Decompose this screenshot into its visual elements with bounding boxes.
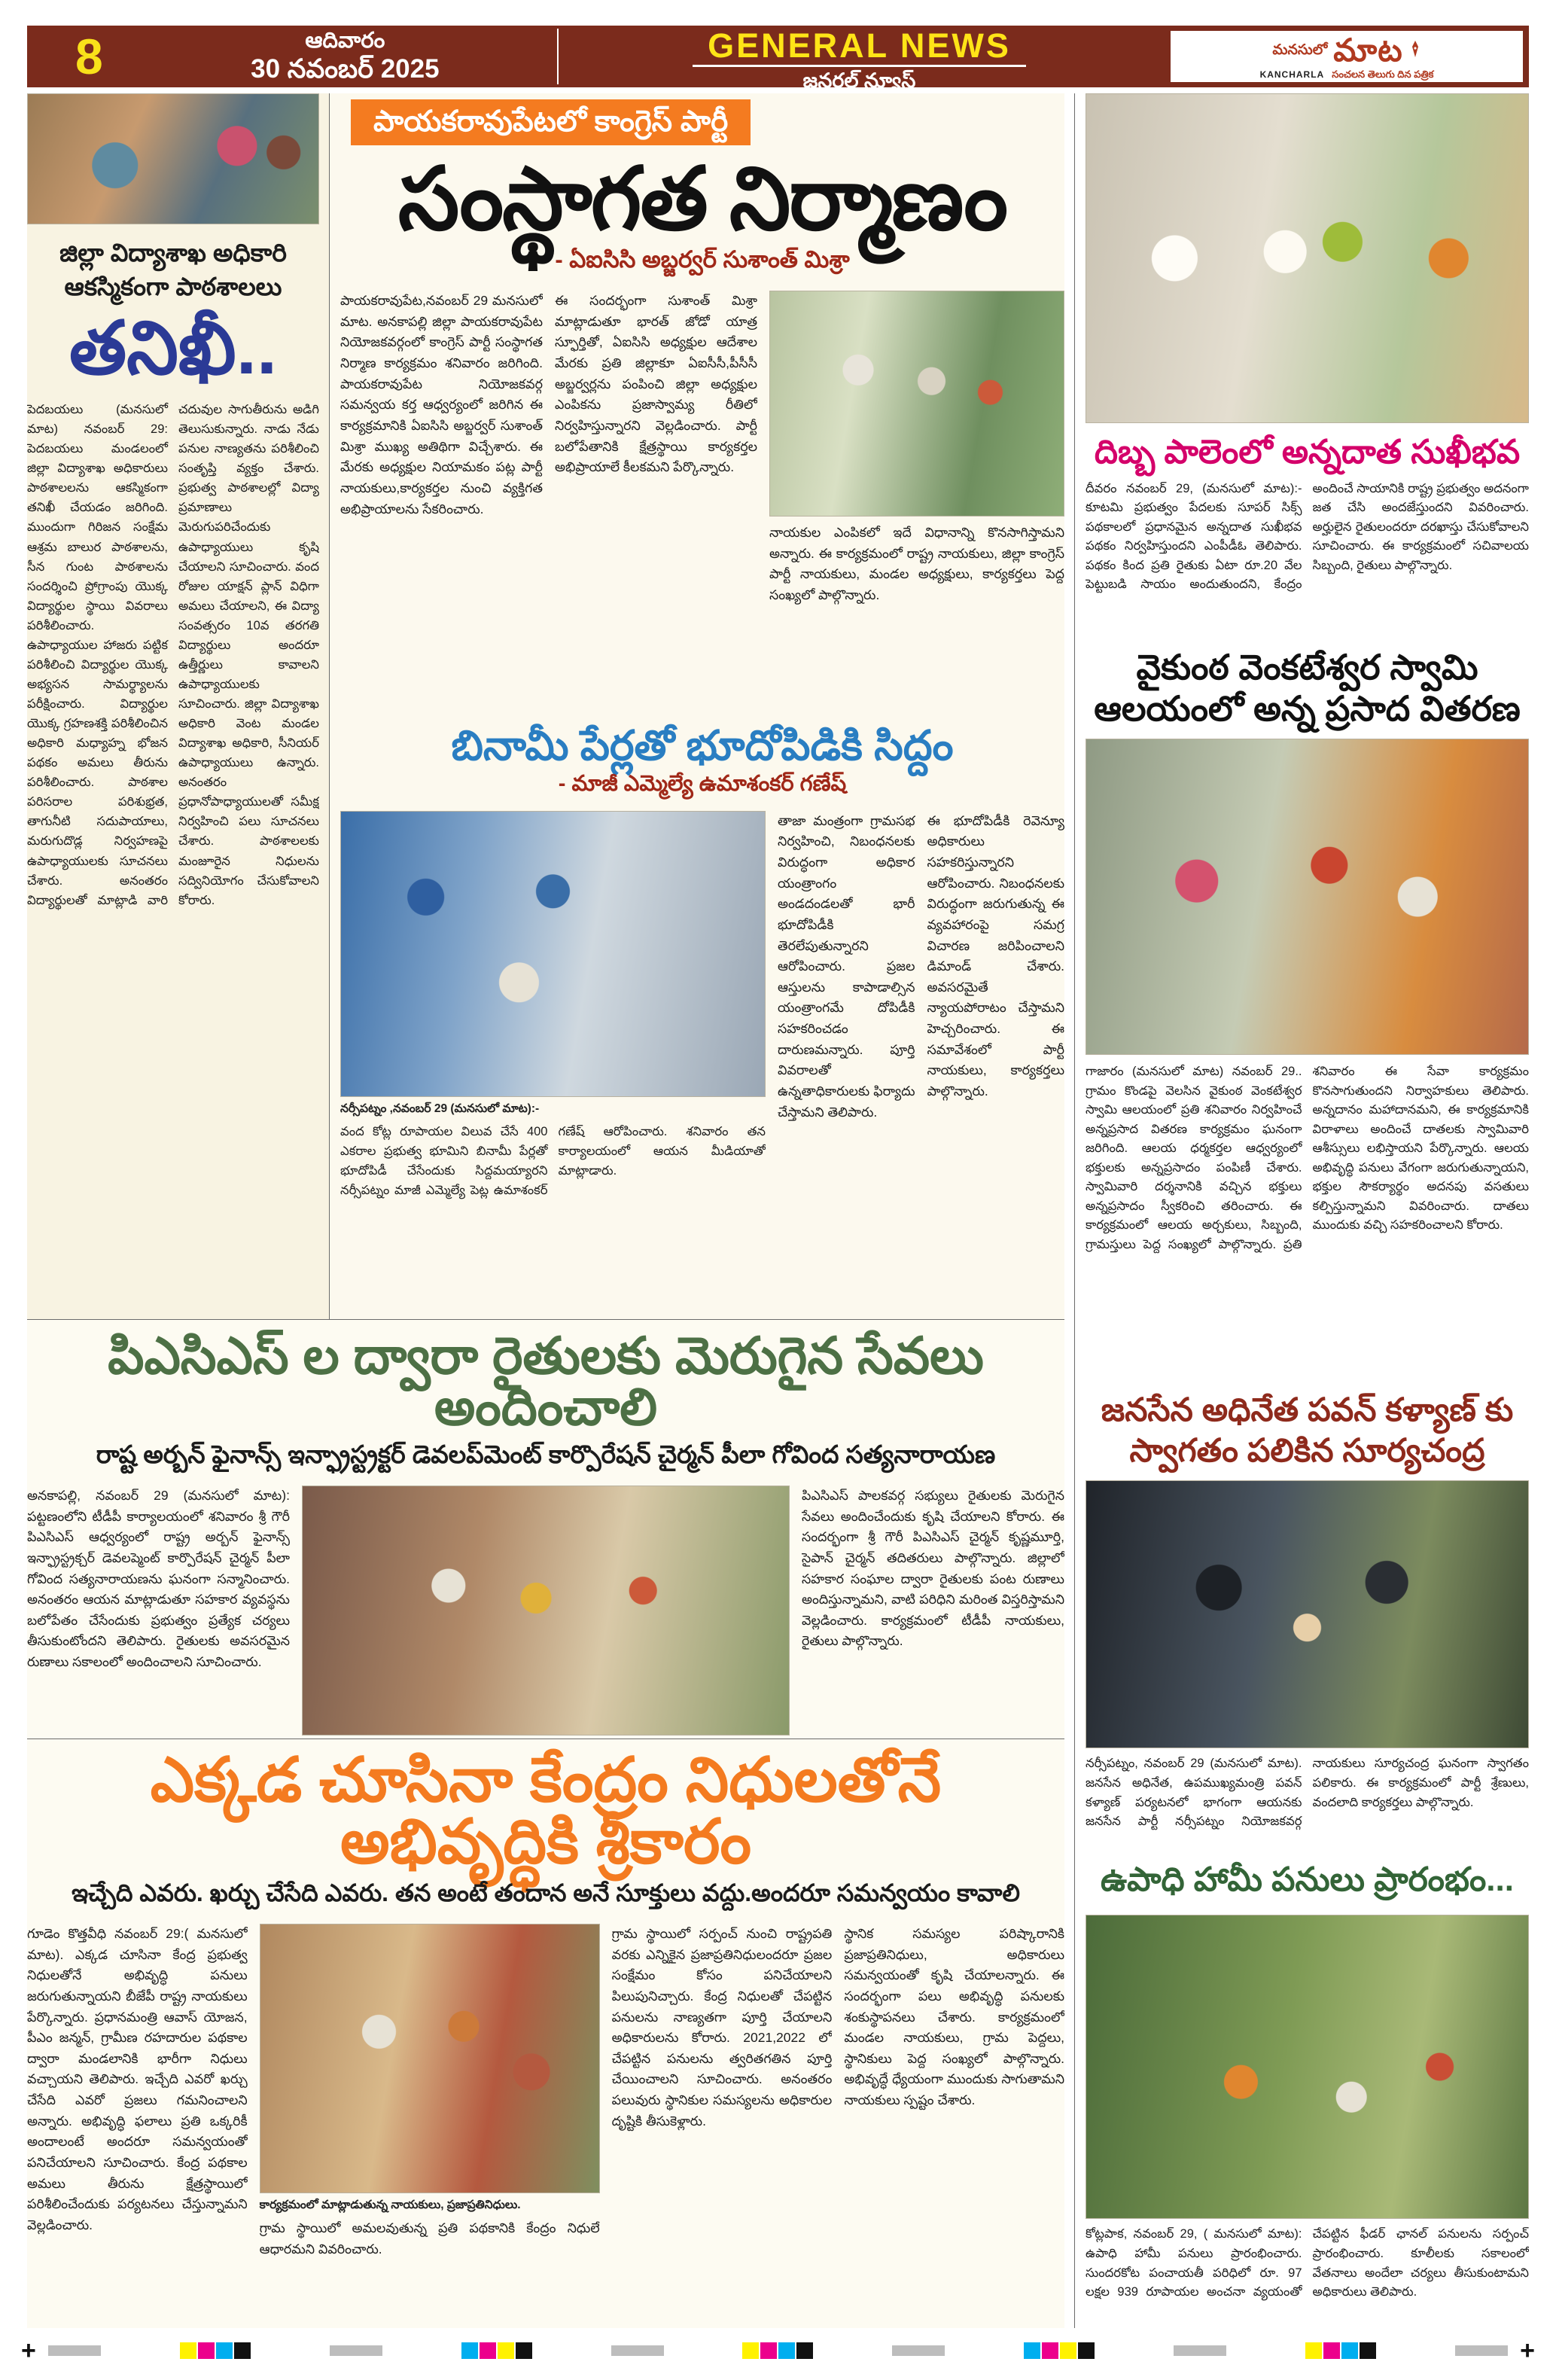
congress-body-col2: ఈ సందర్భంగా సుశాంత్ మిశ్రా మాట్లాడుతూ భారత్ జోడో యాత్ర స్ఫూర్తితో, ఏఐసిసి అధ్యక్షుల ఆదేశాల మేరకు ప్రతి జిల్లాకూ ఏఐసీసీ,పీసీసీ అబ్జర్వర్లను పంపించి జిల్లా అధ్యక్షుల ఎంపికను ప్రజాస్వామ్య రీతిలో నిర్వహిస్తున్నారని వెల్లడించారు. పార్టీ బలోపేతానికి క్షేత్రస్థాయి కార్యకర్తల అభిప్రాయాలే కీలకమని పేర్కొన్నారు. bbox=[555, 293, 757, 475]
inspection-headline: తనిఖీ.. bbox=[69, 306, 278, 390]
masthead-band bbox=[27, 26, 1529, 93]
calibration-cluster bbox=[1455, 2345, 1508, 2356]
calibration-cluster bbox=[180, 2342, 251, 2359]
photo-prasadam-distribution bbox=[1086, 739, 1529, 1055]
logo-tagline-top: మనసులో bbox=[1272, 42, 1328, 58]
calibration-cluster bbox=[611, 2345, 664, 2356]
calibration-cluster bbox=[1024, 2342, 1095, 2359]
crop-mark-right: + bbox=[1520, 2336, 1535, 2365]
calibration-cluster bbox=[1305, 2342, 1376, 2359]
photo-school-children bbox=[27, 93, 319, 224]
congress-body-col3: నాయకుల ఎంపికలో ఇదే విధానాన్ని కొనసాగిస్తామని అన్నారు. ఈ కార్యక్రమంలో రాష్ట్ర నాయకులు, జిల్లా కాంగ్రెస్ పార్టీ నాయకులు, మండల అధ్యక్షులు, కార్యకర్తలు పెద్ద సంఖ్యలో పాల్గొన్నారు. bbox=[769, 525, 1064, 603]
vaikunta-headline: వైకుంఠ వెంకటేశ్వర స్వామి ఆలయంలో అన్న ప్రసాద వితరణ bbox=[1094, 647, 1521, 728]
kendram-body-mid: గ్రామ స్థాయిలో అమలవుతున్న ప్రతి పథకానికి కేంద్రం నిధులే ఆధారమని వివరించారు. bbox=[259, 2220, 600, 2257]
calibration-cluster bbox=[330, 2345, 382, 2356]
photo-pacs-felicitation bbox=[302, 1486, 790, 1735]
calibration-cluster bbox=[461, 2342, 532, 2359]
article-kendram bbox=[27, 1739, 1064, 2328]
section-title-block bbox=[559, 26, 1160, 93]
pacs-body-left: అనకాపల్లి, నవంబర్ 29 (మనసులో మాట): పట్టణంలోని టీడీపీ కార్యాలయంలో శనివారం శ్రీ గౌరీ పిఎసిఎస్ ఆధ్వర్యంలో రాష్ట్ర అర్బన్ ఫైనాన్స్ ఇన్ఫ్రాస్ట్రక్చర్ డెవలప్మెంట్ కార్పొరేషన్ చైర్మన్ పీలా గోవింద సత్యనారాయణను ఘనంగా సన్మానించారు. అనంతరం ఆయన మాట్లాడుతూ సహకార వ్యవస్థను బలోపేతం చేసేందుకు ప్రభుత్వం ప్రత్యేక చర్యలు తీసుకుంటోందని తెలిపారు. రైతులకు అవసరమైన రుణాలు సకాలంలో అందించాలని సూచించారు. bbox=[27, 1488, 290, 1670]
vaikunta-body: గాజారం (మనసులో మాట) నవంబర్ 29.. గ్రామం కొండపై వెలసిన వైకుంఠ వెంకటేశ్వర స్వామి ఆలయంలో ప్రతి శనివారం నిర్వహించే అన్నప్రసాద వితరణ కార్యక్రమం ఘనంగా జరిగింది. ఆలయ ధర్మకర్తల ఆధ్వర్యంలో భక్తులకు అన్నప్రసాదం పంపిణీ చేశారు. స్వామివారి దర్శనానికి వచ్చిన భక్తులు అన్నప్రసాదం స్వీకరించి తరించారు. ఈ కార్యక్రమంలో ఆలయ అర్చకులు, సిబ్బంది, గ్రామస్తులు పెద్ద సంఖ్యలో పాల్గొన్నారు. ప్రతి శనివారం ఈ సేవా కార్యక్రమం కొనసాగుతుందని నిర్వాహకులు తెలిపారు. అన్నదానం మహాదానమని, ఈ కార్యక్రమానికి విరాళాలు అందించే దాతలకు స్వామివారి ఆశీస్సులు లభిస్తాయని పేర్కొన్నారు. ఆలయ అభివృద్ధి పనులు వేగంగా జరుగుతున్నాయని, భక్తుల సౌకర్యార్థం అదనపు వసతులు కల్పిస్తున్నామని వివరించారు. దాతలు ముందుకు వచ్చి సహకరించాలని కోరారు. bbox=[1086, 1064, 1529, 1252]
calibration-cluster bbox=[742, 2342, 813, 2359]
annadata-body: దీవరం నవంబర్ 29, (మనసులో మాట):- కూటమి ప్రభుత్వం పేదలకు సూపర్ సిక్స్ పథకాలలో ప్రధానమైన అన్నదాత సుఖీభవ పథకం నిర్వహిస్తుందని ఎంపీడీఓ తెలిపారు. పథకం కింద ప్రతి రైతుకు ఏటా రూ.20 వేల పెట్టుబడి సాయం అందుతుందని, కేంద్రం అందించే సాయానికి రాష్ట్ర ప్రభుత్వం అదనంగా జత చేసి అందజేస్తుందని వివరించారు. అర్హులైన రైతులందరూ దరఖాస్తు చేసుకోవాలని సూచించారు. ఈ కార్యక్రమంలో సచివాలయ సిబ్బంది, రైతులు పాల్గొన్నారు. bbox=[1086, 481, 1529, 592]
congress-kicker: పాయకరావుపేటలో కాంగ్రెస్ పార్టీ bbox=[351, 99, 751, 145]
newspaper-logo bbox=[1171, 31, 1523, 82]
article-pacs bbox=[27, 1319, 1064, 1739]
date-label: 30 నవంబర్ 2025 bbox=[251, 53, 440, 84]
calibration-cluster bbox=[892, 2345, 945, 2356]
photo-annadata-farmers bbox=[1086, 93, 1529, 423]
crop-mark-left: + bbox=[21, 2336, 36, 2365]
binami-body-col3: ఈ భూదోపిడీకి రెవెన్యూ అధికారులు సహకరిస్తున్నారని ఆరోపించారు. నిబంధనలకు విరుద్ధంగా జరుగుతున్న ఈ వ్యవహారంపై సమగ్ర విచారణ జరిపించాలని డిమాండ్ చేశారు. అవసరమైతే న్యాయపోరాటం చేస్తామని హెచ్చరించారు. ఈ సమావేశంలో పార్టీ నాయకులు, కార్యకర్తలు పాల్గొన్నారు. bbox=[927, 812, 1064, 1099]
logo-tagline-bottom: సంచలన తెలుగు దిన పత్రిక bbox=[1332, 68, 1434, 80]
photo-binami-pressmeet bbox=[340, 811, 766, 1097]
day-label: ఆదివారం bbox=[305, 29, 385, 53]
inspection-kicker: జిల్లా విద్యాశాఖ అధికారి ఆకస్మికంగా పాఠశాలలు bbox=[59, 239, 287, 300]
article-binami bbox=[340, 723, 1064, 1276]
pen-nib-icon bbox=[1409, 41, 1421, 60]
pawan-headline: జనసేన అధినేత పవన్ కళ్యాణ్ కు స్వాగతం పలికిన సూర్యచంద్ర bbox=[1101, 1391, 1514, 1469]
print-registration-strip bbox=[21, 2335, 1535, 2366]
calibration-cluster bbox=[1174, 2345, 1226, 2356]
pacs-headline: పిఎసిఎస్ ల ద్వారా రైతులకు మెరుగైన సేవలు అందించాలి bbox=[108, 1327, 984, 1436]
right-rail bbox=[1074, 93, 1529, 2328]
article-inspection bbox=[27, 93, 330, 1319]
kendram-subhead: ఇచ్చేది ఎవరు. ఖర్చు చేసేది ఎవరు. తన అంటే తందాన అనే సూక్తులు వద్దు.అందరూ సమన్వయం కావాలి bbox=[72, 1879, 1020, 1906]
binami-headline: బినామీ పేర్లతో భూదోపిడికి సిద్దం bbox=[451, 722, 954, 769]
photo-pawan-welcome bbox=[1086, 1480, 1529, 1748]
upadhi-headline: ఉపాధి హామీ పనులు ప్రారంభం... bbox=[1101, 1861, 1514, 1899]
date-block bbox=[133, 29, 557, 84]
upadhi-body: కోట్లపాక, నవంబర్ 29, ( మనసులో మాట): ఉపాధి హామీ పనులు ప్రారంభించారు. సుందరకోట పంచాయతీ పరిధిలో రూ. 97 లక్షల 939 రూపాయల అంచనా వ్యయంతో చేపట్టిన ఫీడర్ ఛానల్ పనులను సర్పంచ్ ప్రారంభించారు. కూలీలకు సకాలంలో వేతనాలు అందేలా చర్యలు తీసుకుంటామని అధికారులు తెలిపారు. bbox=[1086, 2227, 1529, 2299]
congress-body-col1: పాయకరావుపేట,నవంబర్ 29 మనసులో మాట. అనకాపల్లి జిల్లా పాయకరావుపేట నియోజకవర్గంలో కాంగ్రెస్ పార్టీ సంస్థాగత నిర్మాణ కార్యక్రమం శనివారం జరిగింది. పాయకరావుపేట నియోజకవర్గ సమన్వయ కర్త ఆధ్వర్యంలో జరిగిన ఈ కార్యక్రమానికి ఏఐసిసి అబ్జర్వర్ సుశాంత్ మిశ్రా ముఖ్య అతిథిగా విచ్చేశారు. ఈ మేరకు అధ్యక్షుల నియామకం పట్ల పార్టీ నాయకులు,కార్యకర్తల నుంచి వ్యక్తిగత అభిప్రాయాలను సేకరించారు. bbox=[340, 293, 543, 517]
kendram-body-col1: గూడెం కొత్తవీధి నవంబర్ 29:( మనసులో మాట). ఎక్కడ చూసినా కేంద్ర ప్రభుత్వ నిధులతోనే అభివృద్ధి పనులు జరుగుతున్నాయని బీజేపీ రాష్ట్ర నాయకులు పేర్కొన్నారు. ప్రధానమంత్రి ఆవాస్ యోజన, పీఎం జన్మన్, గ్రామీణ రహదారుల పథకాల ద్వారా మండలానికి భారీగా నిధులు వచ్చాయని తెలిపారు. ఇచ్చేది ఎవరో ఖర్చు చేసేది ఎవరో ప్రజలు గమనించాలని అన్నారు. అభివృద్ధి ఫలాలు ప్రతి ఒక్కరికీ అందాలంటే అందరూ సమన్వయంతో పనిచేయాలని సూచించారు. కేంద్ర పథకాల అమలు తీరును క్షేత్రస్థాయిలో పరిశీలించేందుకు పర్యటనలు చేస్తున్నామని వెల్లడించారు. bbox=[27, 1926, 248, 2232]
masthead-left bbox=[27, 26, 557, 87]
congress-byline: - ఏఐసిసి అబ్జర్వర్ సుశాంత్ మిశ్రా bbox=[555, 246, 850, 273]
pawan-body: నర్సీపట్నం, నవంబర్ 29 (మనసులో మాట). జనసేన అధినేత, ఉపముఖ్యమంత్రి పవన్ కళ్యాణ్ పర్యటనలో భాగంగా ఆయనకు జనసేన పార్టీ నర్సీపట్నం నియోజకవర్గ నాయకులు సూర్యచంద్ర ఘనంగా స్వాగతం పలికారు. ఈ కార్యక్రమంలో పార్టీ శ్రేణులు, వందలాది కార్యకర్తలు పాల్గొన్నారు. bbox=[1086, 1757, 1529, 1829]
photo-kendram-event bbox=[260, 1924, 600, 2193]
section-title-en: GENERAL NEWS bbox=[693, 28, 1026, 67]
binami-byline: - మాజీ ఎమ్మెల్యే ఉమాశంకర్ గణేష్ bbox=[558, 771, 847, 796]
section-title-te: జనరల్ న్యూస్ bbox=[802, 69, 916, 93]
pacs-body-right: పిఎసిఎస్ పాలకవర్గ సభ్యులు రైతులకు మెరుగైన సేవలు అందించేందుకు కృషి చేయాలని కోరారు. ఈ సందర్భంగా శ్రీ గౌరీ పిఎసిఎస్ చైర్మన్ కృష్ణమూర్తి, సైపాన్ చైర్మన్ తదితరులు పాల్గొన్నారు. జిల్లాలో సహకార సంఘాల ద్వారా రైతులకు పంట రుణాలు అందిస్తున్నామని, వాటి పరిధిని మరింత విస్తరిస్తామని వెల్లడించారు. కార్యక్రమంలో టీడీపీ నాయకులు, రైతులు పాల్గొన్నారు. bbox=[802, 1488, 1064, 1649]
kendram-body-col3: గ్రామ స్థాయిలో సర్పంచ్ నుంచి రాష్ట్రపతి వరకు ఎన్నికైన ప్రజాప్రతినిధులందరూ ప్రజల సంక్షేమం కోసం పనిచేయాలని పిలుపునిచ్చారు. కేంద్ర నిధులతో చేపట్టిన పనులను నాణ్యతగా పూర్తి చేయాలని అధికారులను కోరారు. 2021,2022 లో చేపట్టిన పనులను త్వరితగతిన పూర్తి చేయించాలని సూచించారు. అనంతరం పలువురు స్థానికుల సమస్యలను అధికారుల దృష్టికి తీసుకెళ్లారు. bbox=[611, 1926, 833, 2129]
congress-headline: సంస్థాగత నిర్మాణం bbox=[397, 149, 1007, 248]
kendram-body-col4: స్థానిక సమస్యల పరిష్కారానికి ప్రజాప్రతినిధులు, అధికారులు సమన్వయంతో కృషి చేయాలన్నారు. ఈ సందర్భంగా పలు అభివృద్ధి పనులకు శంకుస్థాపనలు చేశారు. కార్యక్రమంలో మండల నాయకులు, గ్రామ పెద్దలు, స్థానికులు పెద్ద సంఖ్యలో పాల్గొన్నారు. అభివృద్ధే ధ్యేయంగా ముందుకు సాగుతామని నాయకులు స్పష్టం చేశారు. bbox=[844, 1926, 1064, 2108]
color-calibration-bars bbox=[48, 2342, 1508, 2359]
kendram-headline: ఎక్కడ చూసినా కేంద్రం నిధులతోనే అభివృద్ధికి శ్రీకారం bbox=[150, 1746, 942, 1876]
kendram-caption: కార్యక్రమంలో మాట్లాడుతున్న నాయకులు, ప్రజాప్రతినిధులు. bbox=[259, 2199, 521, 2211]
inspection-body: పెదబయలు (మనసులో మాట) నవంబర్ 29: పెదబయలు మండలంలో జిల్లా విద్యాశాఖ అధికారులు పాఠశాలలను ఆకస్మికంగా తనిఖీ చేయడం జరిగింది. ముందుగా గిరిజన సంక్షేమ ఆశ్రమ బాలుర పాఠశాలను, సీన గుంట పాఠశాలను సందర్శించి ప్రోగ్రాంపు యొక్క విద్యార్థుల స్థాయి వివరాలు పరిశీలించారు. ఉపాధ్యాయుల హాజరు పట్టిక పరిశీలించి విద్యార్థుల యొక్క అభ్యసన సామర్థ్యాలను పరీక్షించారు. విద్యార్థుల యొక్క గ్రహణశక్తి పరిశీలించిన అధికారి మధ్యాహ్న భోజన పథకం అమలు తీరును పరిశీలించారు. పాఠశాల పరిసరాల పరిశుభ్రత, తాగునీటి సదుపాయాలు, మరుగుదొడ్ల నిర్వహణపై ఉపాధ్యాయులకు సూచనలు చేశారు. అనంతరం విద్యార్థులతో మాట్లాడి వారి చదువుల సాగుతీరును అడిగి తెలుసుకున్నారు. నాడు నేడు పనుల నాణ్యతను పరిశీలించి సంతృప్తి వ్యక్తం చేశారు. ప్రభుత్వ పాఠశాలల్లో విద్యా ప్రమాణాలు మెరుగుపరిచేందుకు ఉపాధ్యాయులు కృషి చేయాలని సూచించారు. వంద రోజుల యాక్షన్ ప్లాన్ విధిగా అమలు చేయాలని, ఈ విద్యా సంవత్సరం 10వ తరగతి విద్యార్థులు అందరూ ఉత్తీర్ణులు కావాలని ఉపాధ్యాయులకు సూచించారు. జిల్లా విద్యాశాఖ అధికారి వెంట మండల విద్యాశాఖ అధికారి, సీనియర్ ఉపాధ్యాయులు ఉన్నారు. అనంతరం ప్రధానోపాధ్యాయులతో సమీక్ష నిర్వహించి పలు సూచనలు చేశారు. పాఠశాలలకు మంజూరైన నిధులను సద్వినియోగం చేసుకోవాలని కోరారు. bbox=[27, 403, 319, 907]
photo-congress-meeting bbox=[769, 291, 1064, 517]
binami-caption: నర్సీపట్నం ,నవంబర్ 29 (మనసులో మాట):- bbox=[340, 1102, 540, 1115]
article-congress bbox=[340, 93, 1064, 709]
pacs-subhead: రాష్ట అర్బన్ ఫైనాన్స్ ఇన్ఫ్రాస్ట్రక్టర్ డెవలప్‌మెంట్ కార్పొరేషన్ చైర్మన్ పీలా గోవింద సత్యనారాయణ bbox=[96, 1440, 996, 1468]
binami-body-col2: తాజా మంత్రంగా గ్రామసభ నిర్వహించి, నిబంధనలకు విరుద్ధంగా అధికార యంత్రాంగం అండదండలతో భారీ భూదోపిడీకి తెరలేపుతున్నారని ఆరోపించారు. ప్రజల ఆస్తులను కాపాడాల్సిన యంత్రాంగమే దోపిడీకి సహకరించడం దారుణమన్నారు. పూర్తి వివరాలతో ఉన్నతాధికారులకు ఫిర్యాదు చేస్తామని తెలిపారు. bbox=[778, 812, 915, 1120]
calibration-cluster bbox=[48, 2345, 101, 2356]
photo-upadhi-works bbox=[1086, 1915, 1529, 2219]
logo-title: మాట bbox=[1333, 32, 1403, 68]
annadata-headline: దిబ్బ పాలెంలో అన్నదాత సుఖీభవ bbox=[1094, 434, 1521, 471]
logo-publisher: KANCHARLA bbox=[1259, 69, 1325, 80]
binami-body-under: వంద కోట్ల రూపాయల విలువ చేసే 400 ఎకరాల ప్రభుత్వ భూమిని బినామీ పేర్లతో భూదోపిడీ చేసేందుకు సిద్దమయ్యారని నర్సీపట్నం మాజీ ఎమ్మెల్యే పెట్ల ఉమాశంకర్ గణేష్ ఆరోపించారు. శనివారం తన కార్యాలయంలో ఆయన మీడియాతో మాట్లాడారు. bbox=[340, 1124, 766, 1197]
page-number: 8 bbox=[75, 29, 103, 84]
